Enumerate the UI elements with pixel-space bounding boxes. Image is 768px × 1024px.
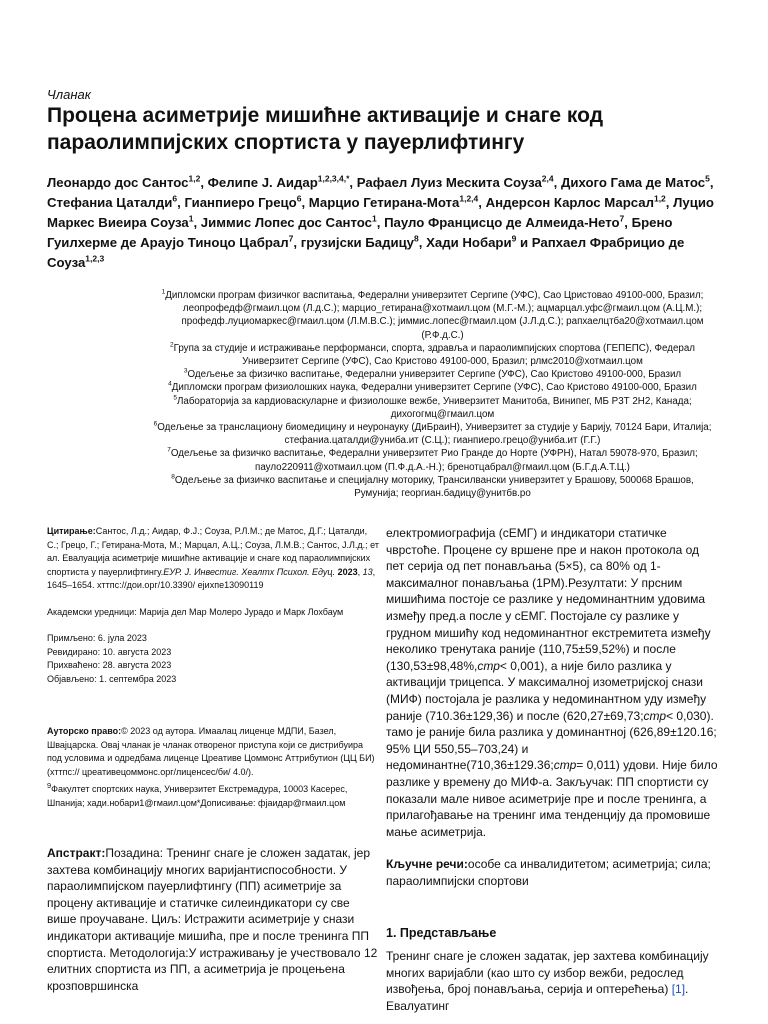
- author-name: грузијски Бадицу: [300, 235, 415, 250]
- academic-editors: Академски уредници: Марија дел Мар Молеро Јурадо и Марк Лохбаум: [47, 606, 344, 617]
- affiliation-text: Одељење за физичко васпитање и специјалну моторику, Трансилвански универзитет у Брашову, 500068 Брашов, Румунија; георгиан.бадицу@унитбв.ро: [174, 474, 694, 500]
- author-affiliation-sup: 7: [619, 213, 625, 224]
- affiliation-item: [150, 381, 715, 394]
- affiliation-sup: 7: [167, 447, 171, 455]
- abstract-cont-1: електромиографија (сЕМГ) и индикатори статичке чврстоће. Процене су вршене пре и након протокола од пет серија од пет понављања (5×5), са 80% од 1-максималног понављања (1РМ).Резултати: У прсним мишићима постоје се разлике у недоминантним удовима између пред.а после у сЕМГ. Постојале су разлике у грудном мишићу код недоминантног екстремитета између неколико тренутака раније (110,75±59,52%) и после (130,53±98,48%,: [386, 526, 711, 673]
- affiliation-item: [150, 395, 715, 421]
- section-heading-introduction: 1. Представљање: [386, 926, 497, 941]
- author-affiliation-sup: 1: [188, 213, 194, 224]
- p-value-label: стр: [643, 708, 667, 723]
- abstract-cont-2: < 0,001), а није било разлика у активацији трицепса. У максималној изометријској снази (МИФ) постојала је разлика у недоминантном уду између раније (710.36±129,36) и после (620,27±69,73;: [386, 658, 707, 723]
- author-name: Андерсон Карлос Марсал: [485, 195, 654, 210]
- citation-doi[interactable]: 1645–1654. хттпс://дои.орг/10.3390/ ејихпе13090119: [47, 580, 264, 590]
- paper-title: Процена асиметрије мишићне активације и снаге код параолимпијских спортиста у пауерлифтингу: [47, 104, 604, 154]
- keywords: [386, 856, 720, 889]
- author-affiliation-sup: 1,2,3,4,*: [317, 173, 350, 184]
- citation-journal: ЕУР. Ј. Инвестиг. Хеалтх Психол. Едуц.: [163, 566, 336, 577]
- footnote-text: Факултет спортских наука, Универзитет Екстремадура, 10003 Касерес, Шпанија; хади.нобари1@гмаил.цом*Дописивање: фјаидар@гмаил.цом: [47, 784, 348, 808]
- article-type: Чланак: [47, 87, 91, 102]
- citation-year: 2023: [337, 566, 358, 577]
- author-affiliation-sup: 6: [172, 193, 178, 204]
- affiliation-sup: 2: [169, 341, 174, 349]
- author-name: Јиммис Лопес дос Сантос: [200, 215, 372, 230]
- author-name: Дихого Гама де Матос: [560, 175, 706, 190]
- date-published: Објављено: 1. септембра 2023: [47, 673, 177, 684]
- reference-link[interactable]: [1]: [671, 982, 686, 997]
- keywords-label: Кључне речи:: [386, 857, 468, 872]
- affiliation-text: Одељење за физичко васпитање, Федерални универзитет Сергипе (УФС), Сао Кристово 49100-000, Бразил: [187, 369, 682, 381]
- date-accepted: Прихваћено: 28. августа 2023: [47, 660, 172, 670]
- author-affiliation-sup: 5: [705, 173, 710, 184]
- affiliation-sup: 5: [173, 394, 177, 402]
- author-affiliation-sup: 1: [372, 213, 377, 224]
- intro-body-tail: . Евалуатинг: [386, 982, 689, 1013]
- author-affiliation-sup: 8: [414, 233, 419, 244]
- author-name: Рафаел Луиз Мескита Соуза: [356, 175, 542, 190]
- author-name: Стефаниа Цаталди: [47, 195, 173, 210]
- affiliation-text: Одељење за транслациону биомедицину и неуронауку (ДиБраиН), Универзитет за студије у Барију, 70124 Бари, Италија; стефаниа.цаталди@униба.ит (С.Ц.); гианпиеро.грецо@униба.ит (Г.Г.): [157, 422, 712, 447]
- introduction-text: [386, 948, 720, 1014]
- affiliation-sup: 8: [171, 473, 175, 481]
- author-affiliation-sup: 2,4: [541, 173, 554, 184]
- date-received: Примљено: 6. јула 2023: [47, 633, 147, 643]
- author-affiliation-sup: 1,2: [188, 173, 201, 184]
- affiliation-text: Дипломски програм физичког васпитања, Федерални универзитет Сергипе (УФС), Сао Цристовао 49100-000, Бразил; леопрофедф@гмаил.цом (Л.д.С.); марцио_гетирана@хотмаил.цом (М.Г.-М.); ацмарцал.уфс@гмаил.цом (А.Ц.М.); профедф.луциомаркес@гмаил.цом (Л.М.В.С.); јиммис.лопес@гмаил.цом (Ј.Л.д.С.); рапхаелцтба20@хотмаил.цом (Р.Ф.д.С.): [165, 290, 704, 341]
- author-name: Луцио Маркес Виеира Соуза: [47, 195, 714, 230]
- intro-body: Тренинг снаге је сложен задатак, јер захтева комбинацију многих варијабли (као што су избор вежби, редослед извођења, број понављања, серија и оптерећења): [386, 949, 709, 997]
- keywords-text: особе са инвалидитетом; асиметрија; сила; параолимпијски спортови: [386, 857, 711, 888]
- footnote-sup: 9: [47, 781, 52, 790]
- abstract-cont-4: = 0,011) удови. Није било разлике у времену до МИФ-а. Закључак: ПП спортисти су показали мале нивое асиметрије пре и после тренинга, а прилагођавање на тренинг има тенденцију да промовише мање асиметрија.: [386, 758, 718, 839]
- affiliation-sup: 6: [153, 420, 158, 428]
- author-affiliation-sup: 1,2,4: [459, 193, 479, 204]
- affiliation-sup: 1: [161, 288, 166, 296]
- author-affiliation-sup: 1,2: [653, 193, 666, 204]
- author-list: Леонардо дос Сантос$^{1,2}$, Фелипе J. Аидар$^{1,2,3,4,*}$, Рафаел Луиз Мескита Соуза$^{2,4}$, Дихого Гама де Матос$^5$, Стефаниа Цаталди$^6$, Гианпиеро Грецо$^6$, Марцио Гетирана-Мота$^{1,2,4}$, Андерсон Карлос Марсал$^{1,2}$, Луцио Маркес Виеира Соуза$^1$, Јиммис Лопес дос Сантос$^1$, Пауло Францисцо де Алмеида-Нето$^7$, Брено Гуилхерме де Араујо Тиноцо Цабрал$^7$, грузијски Бадицу$^8$, Хади Нобари$^9$ и Рапхаел Фрабрицио де Соуза$^{1,2,3}$: [47, 173, 714, 270]
- date-revised: Ревидирано: 10. августа 2023: [47, 646, 172, 657]
- p-value-label: стр: [477, 658, 500, 673]
- author-name: Леонардо дос Сантос: [47, 175, 189, 190]
- abstract-cont-3: < 0,030). тамо је раније била разлика у доминантној (626,89±120.16; 95% ЦИ 550,55–703,24) и недоминантне(710,36±129.36;: [386, 708, 717, 773]
- abstract-continued: [386, 525, 720, 840]
- affiliation-text: Дипломски програм физиолошких наука, Федерални универзитет Сергипе (УФС), Сао Кристово 49100-000, Бразил: [171, 382, 697, 394]
- citation: Цитирање:Сантос, Л.д.; Аидар, Ф.Ј.; Соуза, Р.Л.М.; де Матос, Д.Г.; Цаталди, С.; Грецо, Г.; Гетирана-Мота, М.; Марцал, А.Ц.; Соуза, Л.М.В.; Сантос, Ј.Л.д.; ет ал. Евалуација асиметрије мишићне активације и снаге код параолимпијских спортиста у пауерлифтингу.ЕУР. Ј. Инвестиг. Хеалтх Психол. Едуц. 2023, 13, 1645–1654. хттпс://дои.орг/10.3390/ ејихпе13090119: [47, 526, 379, 590]
- left-column: [47, 525, 379, 810]
- affiliation-item: [150, 289, 715, 342]
- affiliation-item: [150, 368, 715, 381]
- abstract-text: Позадина: Тренинг снаге је сложен задатак, јер захтева комбинацију многих варијантиспособности. У параолимпијском пауерлифтингу (ПП) асиметрије за процену активације и статичке силеиндикатори су све више проучаване. Циљ: Истражити асиметрије у снази индикатори активације мишића, пре и после тренинга ПП спортиста. Методологија:У истраживању је учествовало 12 елитних спортиста из ПП, а асиметрија је процењена крозповршинска: [47, 846, 378, 993]
- footnote: [47, 779, 379, 810]
- author-affiliation-sup: 1,2,3: [85, 253, 105, 264]
- author-name: Брено Гуилхерме де Араујо Тиноцо Цабрал: [47, 215, 673, 250]
- affiliation-text: Група за студије и истраживање перформанси, спорта, здравља и параолимпијских спортова (ГЕПЕПС), Федерал Универзитет Сергипе (УФС), Сао Кристово 49100-000, Бразил; рлмс2010@хотмаил.цом: [173, 342, 696, 368]
- right-column: [386, 525, 720, 1014]
- citation-label: Цитирање:: [47, 526, 96, 536]
- affiliation-sup: 3: [183, 367, 188, 375]
- affiliation-item: [150, 421, 715, 447]
- author-name: Марцио Гетирана-Мота: [308, 195, 460, 210]
- affiliation-item: [150, 474, 715, 500]
- affiliation-sup: 4: [168, 381, 172, 389]
- citation-volume: 13: [362, 566, 373, 577]
- author-affiliation-sup: 9: [511, 233, 517, 244]
- copyright-label: Ауторско право:: [47, 726, 122, 736]
- affiliation-item: [150, 342, 715, 368]
- p-value-label: стр: [553, 758, 577, 773]
- author-name: Пауло Францисцо де Алмеида-Нето: [384, 215, 620, 230]
- citation-text: Сантос, Л.д.; Аидар, Ф.Ј.; Соуза, Р.Л.М.; де Матос, Д.Г.; Цаталди, С.; Грецо, Г.; Гетирана-Мота, М.; Марцал, А.Ц.; Соуза, Л.М.В.; Сантос, Ј.Л.д.; ет ал. Евалуација асиметрије мишићне активације и снаге код параолимпијских спортиста у пауерлифтингу.: [47, 526, 379, 577]
- affiliation-text: Лабораторија за кардиоваскуларне и физиолошке вежбе, Универзитет Манитоба, Винипег, МБ Р3Т 2Н2, Канада; дихогогмц@гмаил.цом: [176, 395, 692, 420]
- author-affiliation-sup: 6: [296, 193, 302, 204]
- affiliations: [150, 289, 715, 500]
- author-affiliation-sup: 7: [288, 233, 294, 244]
- affiliation-item: [150, 447, 715, 473]
- abstract-label: Апстракт:: [47, 846, 106, 860]
- copyright-text: © 2023 од аутора. Имаалац лиценце МДПИ, Базел, Швајцарска. Овај чланак је чланак отвореног приступа који се дистрибуира под условима и одредбама лиценце Цреативе Цоммонс Аттрибутион (ЦЦ БИ) (хттпс:// цреативецоммонс.орг/лиценсес/би/ 4.0/).: [47, 726, 375, 777]
- author-name: Рапхаел Фрабрицио де Соуза: [47, 235, 685, 270]
- affiliation-text: Одељење за физичко васпитање, Федерални универзитет Рио Гранде до Норте (УФРН), Натал 59078-970, Бразил; пауло220911@хотмаил.цом (П.Ф.д.А.-Н.); бренотцабрал@гмаил.цом (Б.Г.д.А.Т.Ц.): [170, 448, 698, 473]
- author-name: Гианпиеро Грецо: [184, 195, 297, 210]
- author-name: Хади Нобари: [426, 235, 512, 250]
- copyright: [47, 725, 379, 779]
- author-name: Фелипе J. Аидар: [207, 175, 318, 190]
- abstract: [47, 845, 379, 994]
